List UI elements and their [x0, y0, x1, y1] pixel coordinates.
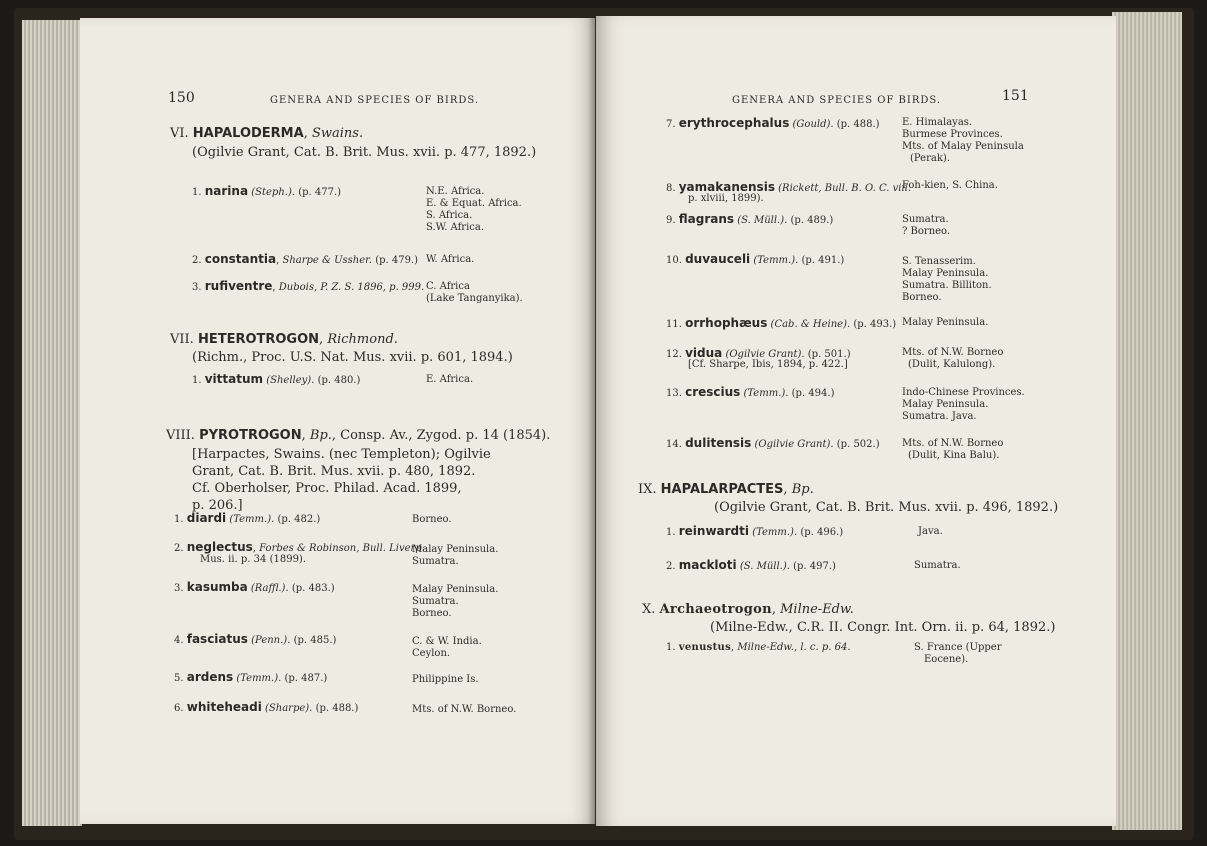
species-distribution: Sumatra. ? Borneo. [902, 214, 951, 237]
species-name: venustus [678, 642, 731, 653]
genus-heading: X. Archaeotrogon, Milne-Edw. [642, 602, 854, 617]
left-page-edges [22, 20, 82, 826]
species-entry: 11. orrhophæus (Cab. & Heine). (p. 493.) [666, 316, 897, 330]
species-entry: 6. whiteheadi (Sharpe). (p. 488.) [174, 700, 359, 714]
species-entry: 2. constantia, Sharpe & Ussher. (p. 479.) [192, 252, 419, 266]
species-distribution: Java. [918, 526, 943, 537]
species-name: narina [204, 184, 249, 198]
species-distribution: S. Tenasserim. Malay Peninsula. Sumatra. Billiton. Borneo. [902, 256, 992, 303]
running-head: GENERA AND SPECIES OF BIRDS. [732, 95, 942, 106]
species-distribution: N.E. Africa. E. & Equat. Africa. S. Africa. S.W. Africa. [426, 186, 522, 233]
page-number: 151 [1002, 88, 1029, 104]
species-distribution: S. France (Upper Eocene). [914, 642, 1002, 665]
species-entry: 2. mackloti (S. Müll.). (p. 497.) [666, 558, 836, 572]
species-name: dulitensis [685, 436, 752, 450]
species-name: crescius [685, 385, 741, 399]
species-distribution: C. & W. India. Ceylon. [412, 636, 482, 659]
species-distribution: E. Africa. [426, 374, 474, 385]
species-name: flagrans [678, 212, 735, 226]
species-reference: Mus. ii. p. 34 (1899). [200, 554, 307, 565]
species-name: mackloti [678, 558, 737, 572]
species-distribution: Philippine Is. [412, 674, 479, 685]
species-distribution: Mts. of N.W. Borneo (Dulit, Kalulong). [902, 347, 1004, 370]
species-entry: 7. erythrocephalus (Gould). (p. 488.) [666, 116, 880, 130]
species-entry: 1. diardi (Temm.). (p. 482.) [174, 511, 321, 525]
genus-name: HAPALODERMA [192, 126, 304, 141]
species-distribution: Mts. of N.W. Borneo (Dulit, Kina Balu). [902, 438, 1004, 461]
species-entry: 1. reinwardti (Temm.). (p. 496.) [666, 524, 844, 538]
genus-heading: VI. HAPALODERMA, Swains. [170, 126, 364, 141]
species-reference: [Cf. Sharpe, Ibis, 1894, p. 422.] [688, 359, 848, 370]
species-entry: 10. duvauceli (Temm.). (p. 491.) [666, 252, 845, 266]
right-page-edges [1112, 12, 1182, 830]
genus-heading: VIII. PYROTROGON, Bp., Consp. Av., Zygod. p. 14 (1854). [166, 428, 551, 443]
species-name: constantia [204, 252, 277, 266]
page-number: 150 [168, 90, 195, 106]
species-entry: 3. rufiventre, Dubois, P. Z. S. 1896, p. 999. [192, 279, 425, 293]
species-entry: 2. neglectus, Forbes & Robinson, Bull. Liverp. [174, 540, 425, 554]
species-entry: 3. kasumba (Raffl.). (p. 483.) [174, 580, 335, 594]
genus-name: PYROTROGON [199, 428, 302, 443]
genus-reference: (Richm., Proc. U.S. Nat. Mus. xvii. p. 601, 1894.) [192, 350, 513, 365]
genus-heading: IX. HAPALARPACTES, Bp. [638, 482, 814, 497]
species-distribution: C. Africa (Lake Tanganyika). [426, 281, 523, 304]
species-distribution: Malay Peninsula. Sumatra. [412, 544, 499, 567]
species-name: orrhophæus [685, 316, 768, 330]
species-name: diardi [186, 511, 227, 525]
genus-reference: (Ogilvie Grant, Cat. B. Brit. Mus. xvii. p. 496, 1892.) [714, 500, 1059, 515]
genus-author: Swains. [311, 126, 364, 141]
species-distribution: Borneo. [412, 514, 452, 525]
species-reference: p. xlviii, 1899). [688, 193, 764, 204]
species-name: erythrocephalus [678, 116, 790, 130]
species-distribution: Sumatra. [914, 560, 961, 571]
species-entry: 12. vidua (Ogilvie Grant). (p. 501.) [666, 346, 851, 360]
species-name: neglectus [186, 540, 253, 554]
genus-author: Bp. [791, 482, 814, 497]
species-name: yamakanensis [678, 180, 775, 194]
running-head: GENERA AND SPECIES OF BIRDS. [270, 95, 480, 106]
species-distribution: Malay Peninsula. [902, 317, 989, 328]
species-distribution: Mts. of N.W. Borneo. [412, 704, 517, 715]
genus-author: Bp. [309, 428, 332, 443]
genus-author: Richmond. [327, 332, 398, 347]
genus-reference: (Milne-Edw., C.R. II. Congr. Int. Orn. ii. p. 64, 1892.) [710, 620, 1056, 635]
genus-name: HETEROTROGON [197, 332, 320, 347]
species-entry: 1. narina (Steph.). (p. 477.) [192, 184, 342, 198]
species-name: reinwardti [678, 524, 749, 538]
genus-name: Archaeotrogon [659, 602, 772, 617]
genus-reference: [Harpactes, Swains. (nec Templeton); Ogilvie Grant, Cat. B. Brit. Mus. xvii. p. 480, 1892. Cf. Oberholser, Proc. Philad. Acad. 1899, p. 206.] [192, 447, 491, 513]
species-name: vittatum [204, 372, 264, 386]
right-page [596, 16, 1116, 826]
species-name: vidua [685, 346, 723, 360]
species-distribution: Indo-Chinese Provinces. Malay Peninsula. Sumatra. Java. [902, 387, 1025, 422]
species-name: rufiventre [204, 279, 273, 293]
genus-name: HAPALARPACTES [660, 482, 784, 497]
species-name: ardens [186, 670, 234, 684]
species-distribution: Malay Peninsula. Sumatra. Borneo. [412, 584, 499, 619]
species-entry: 5. ardens (Temm.). (p. 487.) [174, 670, 328, 684]
species-entry: 1. vittatum (Shelley). (p. 480.) [192, 372, 361, 386]
species-name: fasciatus [186, 632, 248, 646]
species-entry: 14. dulitensis (Ogilvie Grant). (p. 502.) [666, 436, 880, 450]
species-entry: 1. venustus, Milne-Edw., l. c. p. 64. [666, 642, 851, 653]
genus-author: Milne-Edw. [780, 602, 854, 617]
species-name: duvauceli [685, 252, 751, 266]
genus-heading: VII. HETEROTROGON, Richmond. [170, 332, 398, 347]
species-distribution: W. Africa. [426, 254, 475, 265]
species-name: whiteheadi [186, 700, 262, 714]
species-distribution: E. Himalayas. Burmese Provinces. Mts. of Malay Peninsula (Perak). [902, 117, 1024, 164]
species-entry: 13. crescius (Temm.). (p. 494.) [666, 385, 835, 399]
species-distribution: Foh-kien, S. China. [902, 180, 998, 191]
species-entry: 9. flagrans (S. Müll.). (p. 489.) [666, 212, 834, 226]
species-entry: 8. yamakanensis (Rickett, Bull. B. O. C. viii. [666, 180, 912, 194]
species-entry: 4. fasciatus (Penn.). (p. 485.) [174, 632, 337, 646]
genus-reference: (Ogilvie Grant, Cat. B. Brit. Mus. xvii. p. 477, 1892.) [192, 145, 537, 160]
left-page [80, 18, 595, 824]
species-name: kasumba [186, 580, 248, 594]
